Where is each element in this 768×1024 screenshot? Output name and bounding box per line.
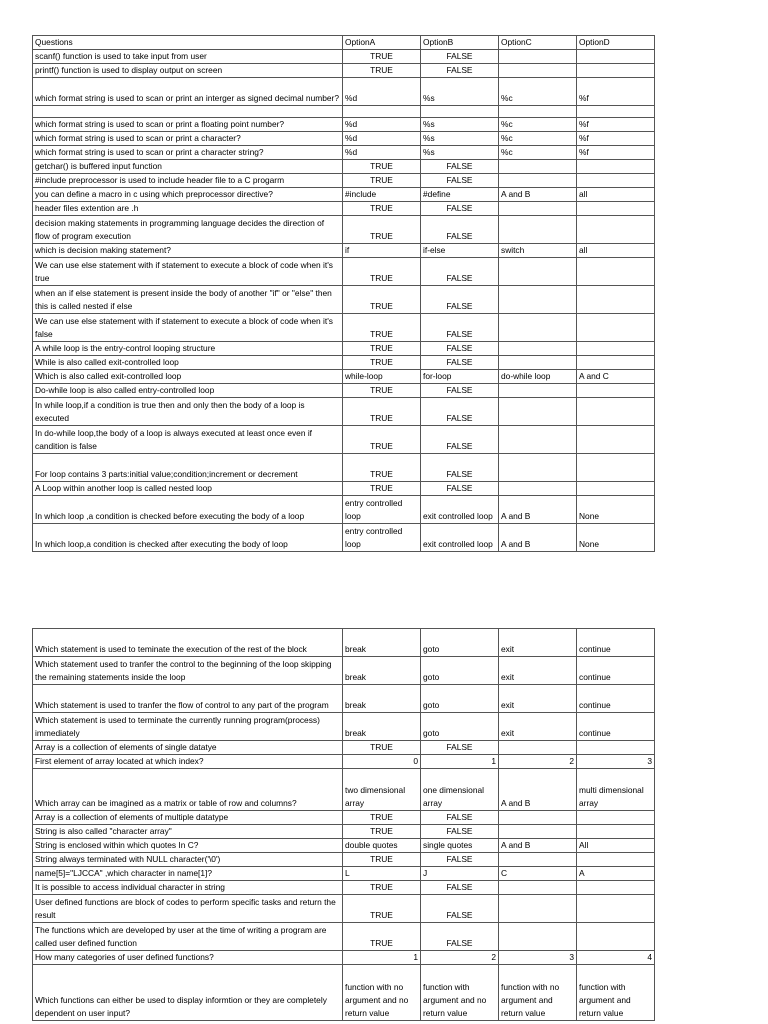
question-cell: A while loop is the entry-control looping structure	[33, 342, 343, 356]
question-cell: name[5]="LJCCA" ,which character in name[1]?	[33, 867, 343, 881]
table-row	[33, 258, 655, 286]
table-row	[33, 398, 655, 426]
question-cell: Which statement is used to teminate the execution of the rest of the block	[33, 629, 343, 657]
option-a-cell: %d	[343, 118, 421, 132]
option-a-cell: %d	[343, 78, 421, 106]
option-a-cell: TRUE	[343, 895, 421, 923]
option-b-cell: FALSE	[421, 356, 499, 370]
table-row	[33, 356, 655, 370]
question-cell: Which functions can either be used to display informtion or they are completely dependent on user input?	[33, 965, 343, 1021]
option-c-cell: do-while loop	[499, 370, 577, 384]
question-cell: getchar() is buffered input function	[33, 160, 343, 174]
option-c-cell: exit	[499, 713, 577, 741]
option-b-cell: if-else	[421, 244, 499, 258]
option-c-cell: %c	[499, 146, 577, 160]
option-b-cell: FALSE	[421, 881, 499, 895]
option-a-cell: TRUE	[343, 825, 421, 839]
question-cell: printf() function is used to display output on screen	[33, 64, 343, 78]
option-a-cell: TRUE	[343, 741, 421, 755]
table-row	[33, 454, 655, 482]
option-a-cell: entry controlled loop	[343, 524, 421, 552]
header-cell: OptionA	[343, 36, 421, 50]
option-c-cell: %c	[499, 132, 577, 146]
question-cell: In which loop ,a condition is checked before executing the body of a loop	[33, 496, 343, 524]
question-cell: #include preprocessor is used to include header file to a C progarm	[33, 174, 343, 188]
question-cell: which format string is used to scan or print a character string?	[33, 146, 343, 160]
option-a-cell: TRUE	[343, 202, 421, 216]
option-b-cell: function with argument and no return value	[421, 965, 499, 1021]
option-d-cell: A and C	[577, 370, 655, 384]
option-b-cell: exit controlled loop	[421, 524, 499, 552]
option-b-cell: FALSE	[421, 342, 499, 356]
option-b-cell: %s	[421, 78, 499, 106]
option-d-cell: %f	[577, 78, 655, 106]
question-cell	[33, 106, 343, 118]
option-c-cell	[499, 741, 577, 755]
question-cell: First element of array located at which index?	[33, 755, 343, 769]
option-b-cell: %s	[421, 132, 499, 146]
option-d-cell	[577, 454, 655, 482]
option-a-cell: double quotes	[343, 839, 421, 853]
question-cell: How many categories of user defined functions?	[33, 951, 343, 965]
option-d-cell: None	[577, 496, 655, 524]
table-row	[33, 384, 655, 398]
option-a-cell: TRUE	[343, 286, 421, 314]
option-b-cell: FALSE	[421, 482, 499, 496]
option-d-cell: %f	[577, 146, 655, 160]
option-c-cell: C	[499, 867, 577, 881]
table-row	[33, 524, 655, 552]
option-c-cell	[499, 286, 577, 314]
question-cell: String is enclosed within which quotes In C?	[33, 839, 343, 853]
table-row	[33, 951, 655, 965]
option-c-cell: 3	[499, 951, 577, 965]
table-row	[33, 629, 655, 657]
table-row	[33, 755, 655, 769]
option-d-cell	[577, 286, 655, 314]
option-b-cell: FALSE	[421, 314, 499, 342]
option-a-cell: break	[343, 629, 421, 657]
option-a-cell: TRUE	[343, 64, 421, 78]
table-row	[33, 342, 655, 356]
option-a-cell: break	[343, 713, 421, 741]
question-cell: when an if else statement is present inside the body of another "if" or "else" then this is called nested if else	[33, 286, 343, 314]
option-a-cell: TRUE	[343, 811, 421, 825]
option-c-cell	[499, 160, 577, 174]
option-b-cell: FALSE	[421, 202, 499, 216]
option-b-cell: FALSE	[421, 258, 499, 286]
question-cell: Which array can be imagined as a matrix or table of row and columns?	[33, 769, 343, 811]
table-row	[33, 160, 655, 174]
option-a-cell: if	[343, 244, 421, 258]
option-a-cell: TRUE	[343, 314, 421, 342]
option-d-cell	[577, 356, 655, 370]
option-d-cell: %f	[577, 132, 655, 146]
option-b-cell: one dimensional array	[421, 769, 499, 811]
quiz-table-2	[32, 628, 655, 1021]
question-cell: Array is a collection of elements of single datatye	[33, 741, 343, 755]
option-d-cell: continue	[577, 657, 655, 685]
option-b-cell: FALSE	[421, 160, 499, 174]
option-b-cell: #define	[421, 188, 499, 202]
option-c-cell	[499, 174, 577, 188]
header-row	[33, 36, 655, 50]
question-cell: Which statement is used to terminate the currently running program(process) immediately	[33, 713, 343, 741]
table-row	[33, 132, 655, 146]
option-a-cell: TRUE	[343, 426, 421, 454]
question-cell: In which loop,a condition is checked after executing the body of loop	[33, 524, 343, 552]
question-cell: String is also called "character array"	[33, 825, 343, 839]
option-a-cell: TRUE	[343, 216, 421, 244]
table-row	[33, 426, 655, 454]
table-row	[33, 825, 655, 839]
option-d-cell	[577, 50, 655, 64]
question-cell: A Loop within another loop is called nested loop	[33, 482, 343, 496]
option-a-cell: function with no argument and no return value	[343, 965, 421, 1021]
question-cell: In while loop,if a condition is true then and only then the body of a loop is executed	[33, 398, 343, 426]
question-cell: Array is a collection of elements of multiple datatype	[33, 811, 343, 825]
option-a-cell: TRUE	[343, 482, 421, 496]
option-b-cell: FALSE	[421, 64, 499, 78]
option-b-cell: FALSE	[421, 454, 499, 482]
option-a-cell: break	[343, 657, 421, 685]
option-c-cell	[499, 356, 577, 370]
option-b-cell: FALSE	[421, 426, 499, 454]
table-row	[33, 867, 655, 881]
option-d-cell	[577, 895, 655, 923]
option-c-cell: exit	[499, 657, 577, 685]
option-c-cell	[499, 314, 577, 342]
option-d-cell	[577, 216, 655, 244]
option-d-cell: multi dimensional array	[577, 769, 655, 811]
option-d-cell: All	[577, 839, 655, 853]
option-c-cell	[499, 825, 577, 839]
question-cell: The functions which are developed by user at the time of writing a program are called user defined function	[33, 923, 343, 951]
option-b-cell: 1	[421, 755, 499, 769]
option-b-cell: %s	[421, 146, 499, 160]
option-a-cell: TRUE	[343, 454, 421, 482]
option-a-cell: while-loop	[343, 370, 421, 384]
option-a-cell: TRUE	[343, 881, 421, 895]
table-row	[33, 78, 655, 106]
option-a-cell: TRUE	[343, 174, 421, 188]
option-d-cell	[577, 426, 655, 454]
table-row	[33, 64, 655, 78]
option-c-cell: A and B	[499, 839, 577, 853]
option-c-cell	[499, 106, 577, 118]
table-row	[33, 895, 655, 923]
table-row	[33, 314, 655, 342]
option-a-cell: TRUE	[343, 384, 421, 398]
table-row	[33, 106, 655, 118]
option-d-cell	[577, 174, 655, 188]
option-d-cell	[577, 825, 655, 839]
option-d-cell	[577, 741, 655, 755]
question-cell: We can use else statement with if statement to execute a block of code when it's true	[33, 258, 343, 286]
option-d-cell	[577, 923, 655, 951]
option-c-cell: %c	[499, 78, 577, 106]
table-row	[33, 174, 655, 188]
option-d-cell: continue	[577, 629, 655, 657]
option-c-cell	[499, 216, 577, 244]
option-c-cell	[499, 384, 577, 398]
option-b-cell: goto	[421, 629, 499, 657]
option-c-cell	[499, 454, 577, 482]
option-b-cell: J	[421, 867, 499, 881]
option-d-cell	[577, 881, 655, 895]
option-c-cell	[499, 202, 577, 216]
table-row	[33, 923, 655, 951]
option-a-cell	[343, 106, 421, 118]
table-row	[33, 657, 655, 685]
option-c-cell	[499, 426, 577, 454]
question-cell: scanf() function is used to take input from user	[33, 50, 343, 64]
option-d-cell	[577, 314, 655, 342]
option-d-cell: continue	[577, 685, 655, 713]
option-a-cell: TRUE	[343, 342, 421, 356]
option-d-cell	[577, 106, 655, 118]
option-d-cell: continue	[577, 713, 655, 741]
option-b-cell: FALSE	[421, 741, 499, 755]
option-a-cell: TRUE	[343, 398, 421, 426]
option-a-cell: TRUE	[343, 160, 421, 174]
header-cell: OptionB	[421, 36, 499, 50]
option-c-cell: A and B	[499, 496, 577, 524]
option-a-cell: #include	[343, 188, 421, 202]
option-a-cell: L	[343, 867, 421, 881]
option-b-cell: FALSE	[421, 853, 499, 867]
option-b-cell: %s	[421, 118, 499, 132]
table-row	[33, 146, 655, 160]
option-d-cell: %f	[577, 118, 655, 132]
table-row	[33, 482, 655, 496]
option-c-cell	[499, 895, 577, 923]
option-b-cell: goto	[421, 713, 499, 741]
option-c-cell	[499, 50, 577, 64]
option-c-cell	[499, 923, 577, 951]
question-cell: Which statement used to tranfer the control to the beginning of the loop skipping the remaining statements inside the loop	[33, 657, 343, 685]
option-b-cell: FALSE	[421, 174, 499, 188]
option-d-cell	[577, 342, 655, 356]
question-cell: which format string is used to scan or print an interger as signed decimal number?	[33, 78, 343, 106]
table-row	[33, 188, 655, 202]
question-cell: decision making statements in programming language decides the direction of flow of program execution	[33, 216, 343, 244]
option-d-cell	[577, 853, 655, 867]
option-a-cell: entry controlled loop	[343, 496, 421, 524]
option-a-cell: TRUE	[343, 853, 421, 867]
table-row	[33, 741, 655, 755]
option-d-cell: all	[577, 244, 655, 258]
option-c-cell	[499, 853, 577, 867]
table-row	[33, 685, 655, 713]
question-cell: In do-while loop,the body of a loop is always executed at least once even if candition is false	[33, 426, 343, 454]
option-d-cell: 4	[577, 951, 655, 965]
option-d-cell: None	[577, 524, 655, 552]
option-b-cell	[421, 106, 499, 118]
table-row	[33, 118, 655, 132]
option-d-cell: 3	[577, 755, 655, 769]
option-b-cell: FALSE	[421, 50, 499, 64]
option-c-cell: A and B	[499, 188, 577, 202]
option-d-cell	[577, 160, 655, 174]
option-d-cell	[577, 482, 655, 496]
table-row	[33, 811, 655, 825]
option-b-cell: 2	[421, 951, 499, 965]
option-c-cell	[499, 64, 577, 78]
table-row	[33, 853, 655, 867]
option-d-cell	[577, 258, 655, 286]
option-c-cell	[499, 881, 577, 895]
option-d-cell: function with argument and return value	[577, 965, 655, 1021]
option-b-cell: FALSE	[421, 923, 499, 951]
question-cell: While is also called exit-controlled loop	[33, 356, 343, 370]
table-row	[33, 50, 655, 64]
question-cell: which format string is used to scan or print a floating point number?	[33, 118, 343, 132]
option-c-cell	[499, 482, 577, 496]
option-a-cell: 1	[343, 951, 421, 965]
option-a-cell: TRUE	[343, 258, 421, 286]
table-row	[33, 216, 655, 244]
option-d-cell	[577, 811, 655, 825]
table-row	[33, 202, 655, 216]
question-cell: which format string is used to scan or print a character?	[33, 132, 343, 146]
table-row	[33, 769, 655, 811]
option-c-cell: exit	[499, 629, 577, 657]
option-d-cell: all	[577, 188, 655, 202]
option-a-cell: TRUE	[343, 356, 421, 370]
option-c-cell: %c	[499, 118, 577, 132]
option-b-cell: for-loop	[421, 370, 499, 384]
option-c-cell: 2	[499, 755, 577, 769]
table-row	[33, 839, 655, 853]
question-cell: you can define a macro in c using which preprocessor directive?	[33, 188, 343, 202]
question-cell: String always terminated with NULL character('\0')	[33, 853, 343, 867]
option-c-cell: switch	[499, 244, 577, 258]
option-c-cell: function with no argument and return value	[499, 965, 577, 1021]
table-row	[33, 496, 655, 524]
table-row	[33, 244, 655, 258]
option-b-cell: FALSE	[421, 895, 499, 923]
option-c-cell: exit	[499, 685, 577, 713]
question-cell: header files extention are .h	[33, 202, 343, 216]
option-a-cell: %d	[343, 146, 421, 160]
option-d-cell	[577, 398, 655, 426]
option-b-cell: FALSE	[421, 398, 499, 426]
option-a-cell: TRUE	[343, 50, 421, 64]
table-row	[33, 370, 655, 384]
question-cell: Which is also called exit-controlled loop	[33, 370, 343, 384]
question-cell: User defined functions are block of codes to perform specific tasks and return the result	[33, 895, 343, 923]
question-cell: Which statement is used to tranfer the flow of control to any part of the program	[33, 685, 343, 713]
option-a-cell: 0	[343, 755, 421, 769]
option-c-cell: A and B	[499, 769, 577, 811]
option-d-cell	[577, 384, 655, 398]
option-b-cell: exit controlled loop	[421, 496, 499, 524]
question-cell: which is decision making statement?	[33, 244, 343, 258]
table-row	[33, 713, 655, 741]
option-c-cell: A and B	[499, 524, 577, 552]
option-a-cell: %d	[343, 132, 421, 146]
option-c-cell	[499, 398, 577, 426]
option-a-cell: two dimensional array	[343, 769, 421, 811]
option-b-cell: goto	[421, 657, 499, 685]
option-b-cell: FALSE	[421, 384, 499, 398]
option-b-cell: FALSE	[421, 825, 499, 839]
option-c-cell	[499, 258, 577, 286]
question-cell: We can use else statement with if statement to execute a block of code when it's false	[33, 314, 343, 342]
option-b-cell: FALSE	[421, 811, 499, 825]
option-b-cell: goto	[421, 685, 499, 713]
question-cell: For loop contains 3 parts:initial value;condition;increment or decrement	[33, 454, 343, 482]
table-row	[33, 881, 655, 895]
table-row	[33, 286, 655, 314]
quiz-table-1	[32, 35, 655, 552]
option-d-cell	[577, 64, 655, 78]
option-d-cell	[577, 202, 655, 216]
header-cell: OptionD	[577, 36, 655, 50]
option-d-cell: A	[577, 867, 655, 881]
option-a-cell: break	[343, 685, 421, 713]
header-cell: Questions	[33, 36, 343, 50]
question-cell: Do-while loop is also called entry-controlled loop	[33, 384, 343, 398]
option-b-cell: single quotes	[421, 839, 499, 853]
option-b-cell: FALSE	[421, 216, 499, 244]
option-b-cell: FALSE	[421, 286, 499, 314]
table-row	[33, 965, 655, 1021]
question-cell: It is possible to access individual character in string	[33, 881, 343, 895]
option-c-cell	[499, 342, 577, 356]
option-c-cell	[499, 811, 577, 825]
option-a-cell: TRUE	[343, 923, 421, 951]
header-cell: OptionC	[499, 36, 577, 50]
